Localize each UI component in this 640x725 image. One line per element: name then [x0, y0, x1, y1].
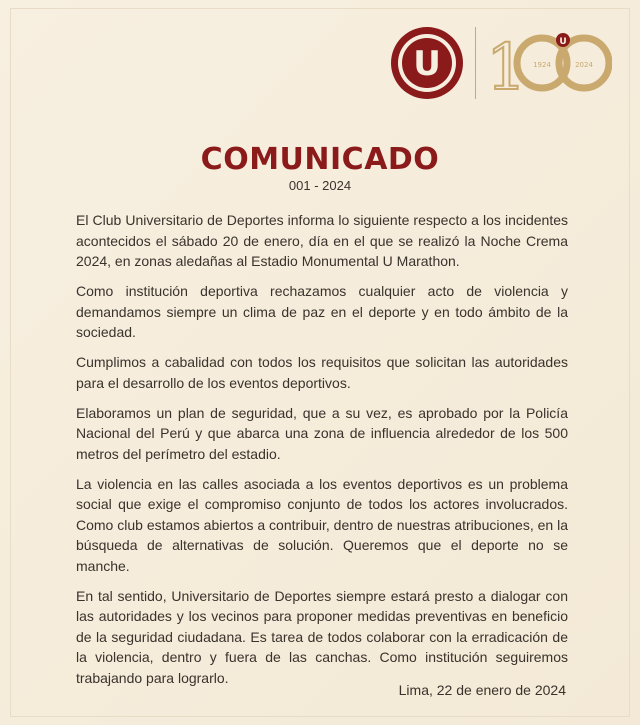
header-logos	[389, 22, 612, 104]
paragraph-4: Elaboramos un plan de seguridad, que a su vez, es aprobado por la Policía Nacional del Perú y que abarca una zona de influencia alrededor de los 500 metros del perímetro del estadio.	[76, 404, 568, 462]
universitario-logo	[389, 25, 465, 101]
place-date-signature: Lima, 22 de enero de 2024	[398, 682, 566, 698]
centenary-one: 1	[486, 31, 527, 99]
logo-divider	[475, 27, 476, 99]
centenary-100-logo	[484, 27, 612, 99]
paragraph-6: En tal sentido, Universitario de Deportes siempre estará presto a dialogar con las autoridades y los vecinos para proponer medidas preventivas en beneficio de la seguridad ciudadana. Es tarea de todos colaborar con la erradicación de la violencia, dentro y fuera de las canchas. Como institución seguiremos trabajando para lograrlo.	[76, 587, 568, 686]
svg-text:U: U	[559, 37, 567, 47]
paragraph-1: El Club Universitario de Deportes informa lo siguiente respecto a los incidentes acontecidos el sábado 20 de enero, día en el que se realizó la Noche Crema 2024, en zonas aledañas al Estadio Monumental U Marathon.	[76, 212, 568, 269]
statement-body	[76, 210, 568, 698]
page-title: COMUNICADO	[200, 142, 440, 177]
logo-letter: U	[413, 44, 441, 84]
centenary-year-left: 1924	[533, 61, 551, 69]
paragraph-3: Cumplimos a cabalidad con todos los requisitos que solicitan las autoridades para el desarrollo de los eventos deportivos.	[76, 354, 568, 391]
centenary-year-right: 2024	[575, 61, 593, 69]
paragraph-2: Como institución deportiva rechazamos cualquier acto de violencia y demandamos siempre un clima de paz en el deporte y en todo ámbito de la sociedad.	[76, 283, 568, 340]
document-number: 001 - 2024	[288, 178, 352, 193]
paragraph-5: La violencia en las calles asociada a los eventos deportivos es un problema social que exige el compromiso conjunto de todos los actores involucrados. Como club estamos abiertos a contribuir, dentro de nuestras atribuciones, en la búsqueda de alternativas de solución. Queremos que el deporte no se manche.	[76, 475, 568, 574]
